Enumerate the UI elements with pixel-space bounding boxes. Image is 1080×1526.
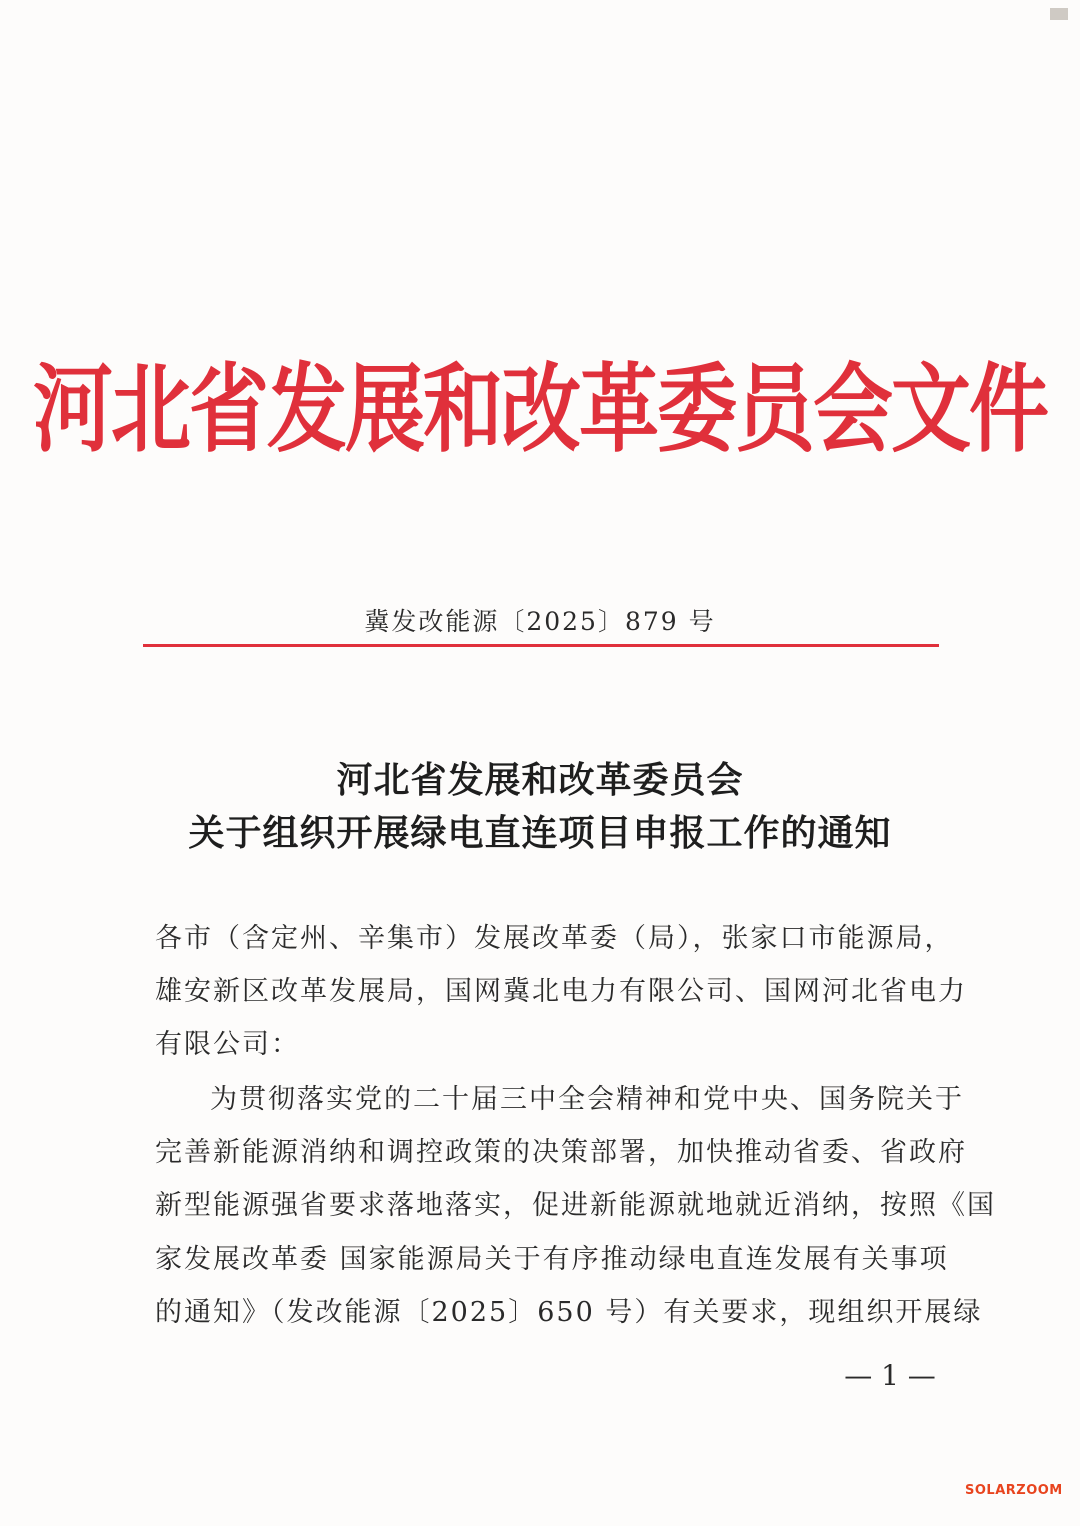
body-line: 新型能源强省要求落地落实，促进新能源就地就近消纳，按照《国 <box>155 1190 996 1221</box>
document-number: 冀发改能源〔2025〕879 号 <box>364 607 716 636</box>
body-line: 家发展改革委 国家能源局关于有序推动绿电直连发展有关事项 <box>155 1244 949 1275</box>
page-number: — 1 — <box>844 1359 936 1392</box>
notice-title-line-2: 关于组织开展绿电直连项目申报工作的通知 <box>188 812 892 854</box>
scan-corner-mark <box>1050 8 1068 20</box>
solarzoom-watermark: SOLARZOOM <box>965 1483 1063 1498</box>
body-line: 完善新能源消纳和调控政策的决策部署，加快推动省委、省政府 <box>155 1137 967 1168</box>
body-line: 为贯彻落实党的二十届三中全会精神和党中央、国务院关于 <box>210 1084 964 1115</box>
body-line: 各市（含定州、辛集市）发展改革委（局），张家口市能源局， <box>155 923 954 954</box>
body-line: 有限公司： <box>155 1029 300 1060</box>
issuing-authority-header: 河北省发展和改革委员会文件 <box>33 353 1047 466</box>
notice-title-line-1: 河北省发展和改革委员会 <box>336 759 744 801</box>
red-divider-line <box>143 644 939 647</box>
body-line: 的通知》（发改能源〔2025〕650 号）有关要求，现组织开展绿 <box>155 1297 983 1328</box>
body-line: 雄安新区改革发展局，国网冀北电力有限公司、国网河北省电力 <box>155 976 967 1007</box>
